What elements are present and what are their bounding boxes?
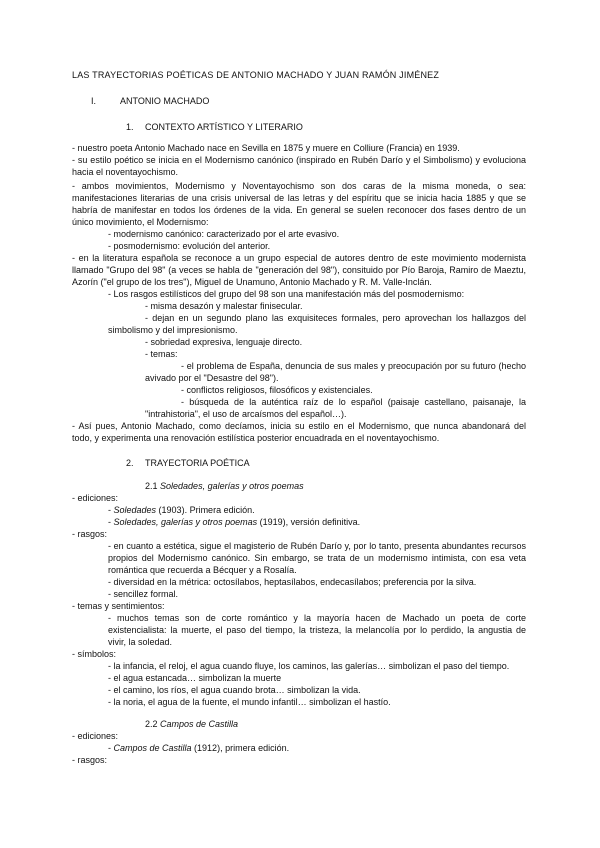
- paragraph-line: Azorín ("el grupo de los tres"), Miguel de Unamuno, Antonio Machado y R. M. Valle-Inclán.: [72, 277, 432, 287]
- edition-note: (1912), primera edición.: [191, 743, 290, 753]
- subsection-heading: TRAYECTORIA POÉTICA: [145, 458, 250, 468]
- list-item: - búsqueda de la auténtica raíz de lo español (paisaje castellano, paisanaje, la: [181, 397, 526, 407]
- list-item: - posmodernismo: evolución del anterior.: [108, 241, 271, 251]
- edition-note: (1919), versión definitiva.: [257, 517, 361, 527]
- list-item: - sobriedad expresiva, lenguaje directo.: [145, 337, 303, 347]
- list-item: propios del Modernismo canónico. Sin embargo, se trata de un modernismo intimista, con esa veta: [108, 553, 526, 563]
- list-item: - el camino, los ríos, el agua cuando brota… simbolizan la vida.: [108, 685, 361, 695]
- paragraph-line: habría de manifestar en todos los órdenes de la vida. En general se suelen reconocer dos fases dentro de un: [72, 205, 526, 215]
- paragraph-line: - en la literatura española se reconoce a un grupo especial de autores dentro de este movimiento modernista: [72, 253, 526, 263]
- subsection-heading: CONTEXTO ARTÍSTICO Y LITERARIO: [145, 122, 303, 132]
- paragraph-line: - Así pues, Antonio Machado, como decíamos, inicia su estilo en el Modernismo, que nunca abandonará del: [72, 421, 526, 431]
- paragraph-line: manifestaciones literarias de una crisis universal de las letras y del espíritu que se inicia hacia 1885 y que se: [72, 193, 526, 203]
- list-item: existencialista: la muerte, el paso del tiempo, la tristeza, la melancolía por lo perdido, la angustia de: [108, 625, 526, 635]
- edition-note: (1903). Primera edición.: [156, 505, 255, 515]
- list-label: - rasgos:: [72, 755, 108, 765]
- subsection-number: 1.: [126, 122, 134, 132]
- list-item: - la infancia, el reloj, el agua cuando fluye, los caminos, las galerías… simbolizan el paso del tiempo.: [108, 661, 510, 671]
- list-item: - diversidad en la métrica: octosílabos, heptasílabos, endecasílabos; preferencia por la silva.: [108, 577, 477, 587]
- paragraph-line: - su estilo poético se inicia en el Modernismo canónico (inspirado en Rubén Darío y el Simbolismo) y evoluciona: [72, 155, 526, 165]
- list-item: - temas:: [145, 349, 178, 359]
- book-title: Soledades, galerías y otros poemas: [113, 517, 258, 527]
- list-label: - símbolos:: [72, 649, 117, 659]
- list-item: - misma desazón y malestar finisecular.: [145, 301, 303, 311]
- work-heading-number: 2.2: [145, 719, 158, 729]
- list-item: - dejan en un segundo plano las exquisiteces formales, pero aprovechan los hallazgos del: [145, 313, 526, 323]
- list-item: - sencillez formal.: [108, 589, 179, 599]
- list-item: - Soledades, galerías y otros poemas (1919), versión definitiva.: [108, 517, 361, 527]
- list-item: avivado por el "Desastre del 98").: [145, 373, 279, 383]
- list-item: - Soledades (1903). Primera edición.: [108, 505, 255, 515]
- list-item: vivir, la soledad.: [108, 637, 173, 647]
- list-item: - modernismo canónico: caracterizado por el arte evasivo.: [108, 229, 340, 239]
- work-heading-number: 2.1: [145, 481, 158, 491]
- subsection-number: 2.: [126, 458, 134, 468]
- list-label: - temas y sentimientos:: [72, 601, 165, 611]
- list-item: romántica que recuerda a Bécquer y a Rosalía.: [108, 565, 297, 575]
- section-number: I.: [91, 96, 97, 106]
- work-heading-title: Soledades, galerías y otros poemas: [160, 481, 304, 491]
- paragraph-line: - nuestro poeta Antonio Machado nace en Sevilla en 1875 y muere en Colliure (Francia) en 1939.: [72, 143, 460, 153]
- list-item: - la noria, el agua de la fuente, el mundo infantil… simbolizan el hastío.: [108, 697, 391, 707]
- list-item: "intrahistoria", el uso de arcaísmos del español…).: [145, 409, 347, 419]
- list-label: - rasgos:: [72, 529, 108, 539]
- list-item: - conflictos religiosos, filosóficos y existenciales.: [181, 385, 373, 395]
- list-label: - ediciones:: [72, 493, 119, 503]
- paragraph-line: llamado "Grupo del 98" (a veces se habla de "generación del 98"), consituido por Pío Baroja, Ramiro de Maeztu,: [72, 265, 526, 275]
- list-item: - el agua estancada… simbolizan la muerte: [108, 673, 282, 683]
- section-heading: ANTONIO MACHADO: [120, 96, 210, 106]
- paragraph-line: todo, y experimenta una renovación estilística posterior encuadrada en el noventayochismo.: [72, 433, 440, 443]
- list-item: simbolismo y del impresionismo.: [108, 325, 238, 335]
- work-heading-title: Campos de Castilla: [160, 719, 239, 729]
- document-title: LAS TRAYECTORIAS POÉTICAS DE ANTONIO MACHADO Y JUAN RAMÓN JIMÉNEZ: [72, 70, 440, 80]
- book-title: Soledades: [113, 505, 157, 515]
- list-item: - el problema de España, denuncia de sus males y preocupación por su futuro (hecho: [181, 361, 526, 371]
- list-item: - en cuanto a estética, sigue el magisterio de Rubén Darío y, por lo tanto, presenta abundantes recursos: [108, 541, 526, 551]
- list-item: - Los rasgos estilísticos del grupo del 98 son una manifestación más del posmodernismo:: [108, 289, 465, 299]
- list-label: - ediciones:: [72, 731, 119, 741]
- work-heading: [145, 719, 238, 730]
- list-item: - muchos temas son de corte romántico y la mayoría hacen de Machado un poeta de corte: [108, 613, 526, 623]
- book-title: Campos de Castilla: [113, 743, 192, 753]
- paragraph-line: único movimiento, el Modernismo:: [72, 217, 209, 227]
- list-item: - Campos de Castilla (1912), primera edición.: [108, 743, 290, 753]
- paragraph-line: hacia el noventayochismo.: [72, 167, 179, 177]
- paragraph-line: - ambos movimientos, Modernismo y Noventayochismo son dos caras de la misma moneda, o sea:: [72, 181, 526, 191]
- work-heading: [145, 481, 304, 492]
